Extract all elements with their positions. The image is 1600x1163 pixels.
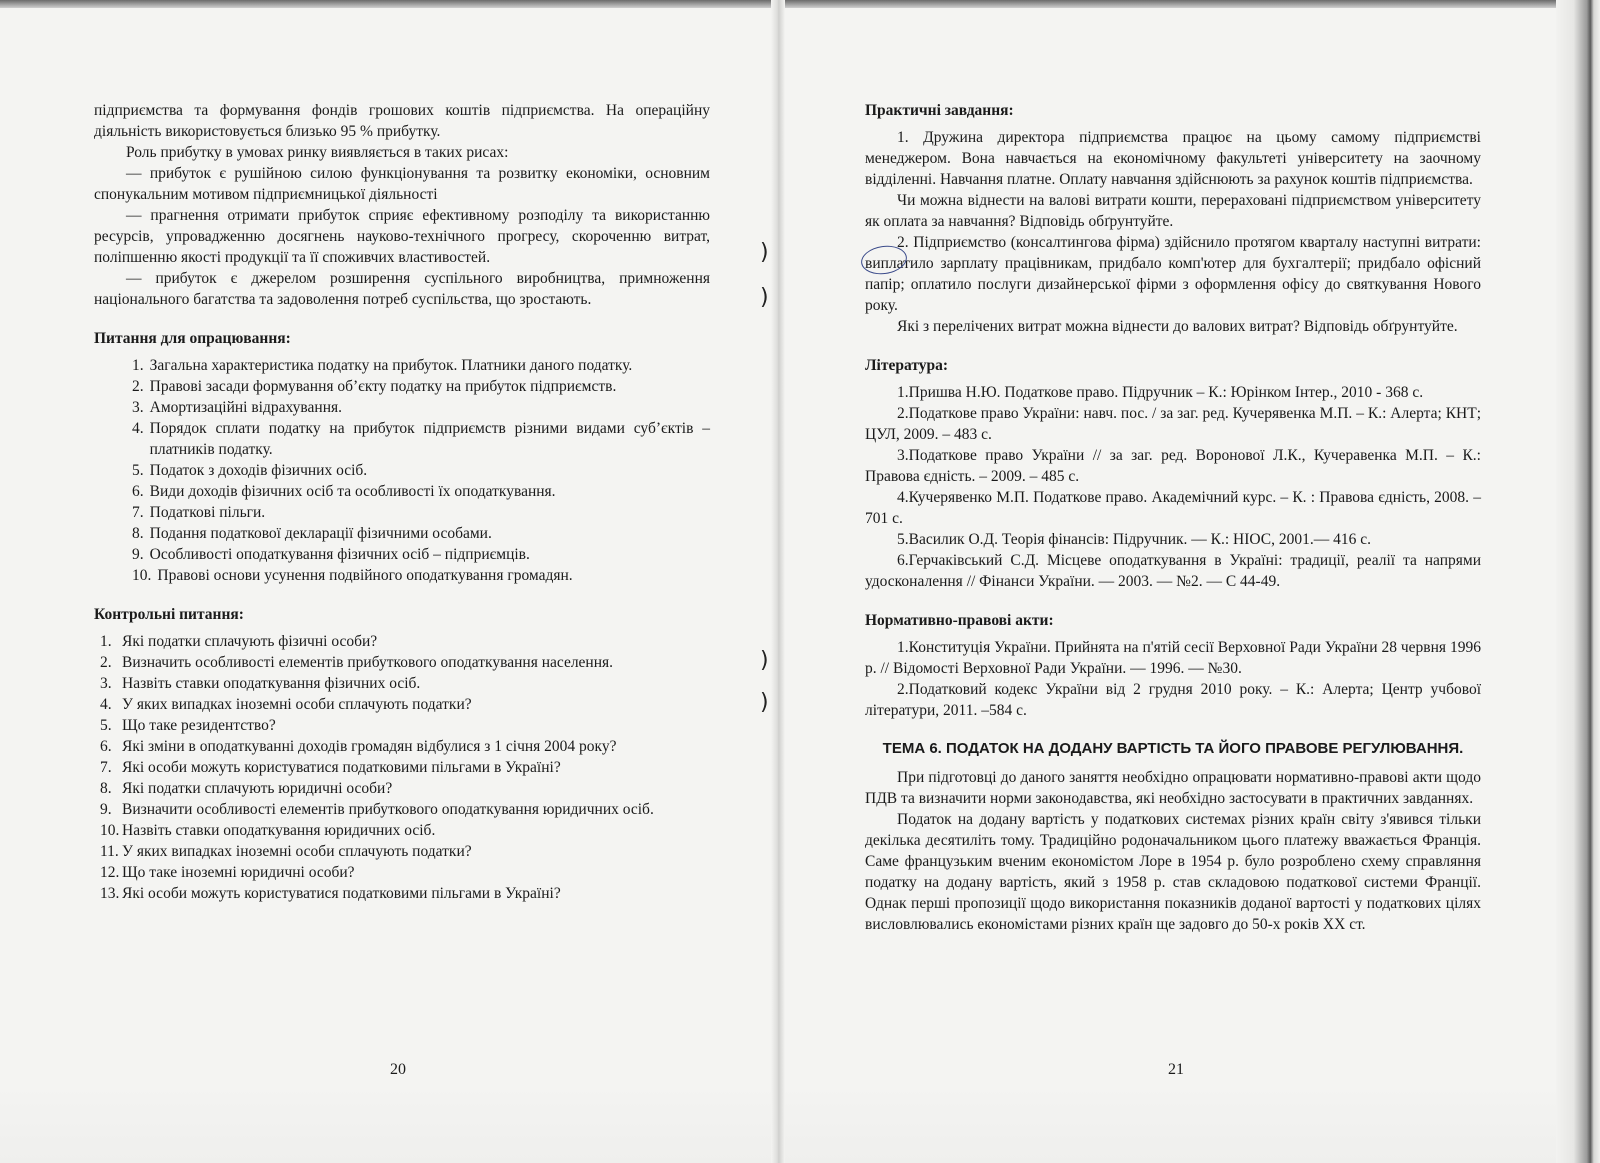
list-item <box>94 631 710 652</box>
task-paragraph: Які з перелічених витрат можна віднести до валових витрат? Відповідь обґрунтуйте. <box>897 318 1458 335</box>
list-item <box>94 523 710 544</box>
item-text: У яких випадках іноземні особи сплачують податки? <box>122 843 472 860</box>
list-item <box>94 355 710 376</box>
item-text: Визначити особливості елементів прибуткового оподаткування юридичних осіб. <box>122 801 654 818</box>
list-item <box>94 544 710 565</box>
theme-paragraph: При підготовці до даного заняття необхідно опрацювати нормативно-правові акти щодо ПДВ та визначити норми законодавства, які необхідно застосувати в практичних завданнях. <box>865 769 1481 807</box>
item-number: 1. <box>100 633 112 650</box>
item-text: Порядок сплати податку на прибуток підприємств різними видами суб’єктів – платників податку. <box>149 420 710 458</box>
intro-paragraph: Роль прибутку в умовах ринку виявляється в таких рисах: <box>126 144 509 161</box>
item-number: 2. <box>132 378 144 395</box>
task-paragraph: 2. Підприємство (консалтингова фірма) здійснило протягом кварталу наступні витрати: виплатило зарплату працівникам, придбало комп'ютер для бухгалтерії; придбало офісний папір; оплатило послуги дизайнерської фірми з оформлення офісу до святкування Нового року. <box>865 234 1481 314</box>
item-number: 8. <box>132 525 144 542</box>
list-item <box>94 502 710 523</box>
item-number: 10. <box>100 822 120 839</box>
item-number: 1. <box>132 357 144 374</box>
item-text: Податок з доходів фізичних осіб. <box>149 462 368 479</box>
control-questions-heading: Контрольні питання: <box>94 606 244 623</box>
item-text: Види доходів фізичних осіб та особливості їх оподаткування. <box>149 483 556 500</box>
theme-paragraph: Податок на додану вартість у податкових системах різних країн світу з'явився тільки декілька десятиліть тому. Традиційно родоначальником цього платежу вважається Франція. Саме французьким вченим економістом Лоре в 1954 р. було розроблено схему справляння податку на додану вартість, який з 1958 р. став складовою податкової системи Франції. Однак перші пропозиції щодо використання показників доданої вартості у податкових цілях висловлювались економістами різних країн ще задовго до 50-х років ХХ ст. <box>865 811 1481 933</box>
literature-item: 6.Герчаківський С.Д. Місцеве оподаткування в Україні: традиції, реалії та напрями удосконалення // Фінанси України. — 2003. — №2. — С 44-49. <box>865 552 1481 590</box>
left-page <box>0 0 771 1163</box>
item-text: Назвіть ставки оподаткування фізичних осіб. <box>122 675 421 692</box>
item-text: Назвіть ставки оподаткування юридичних осіб. <box>122 822 436 839</box>
item-number: 2. <box>100 654 112 671</box>
item-number: 6. <box>132 483 144 500</box>
list-item <box>94 460 710 481</box>
task-paragraph: 1. Дружина директора підприємства працює на цьому самому підприємстві менеджером. Вона навчається на економічному факультеті університету на заочному відділенні. Навчання платне. Оплату навчання здійснюють за рахунок коштів підприємства. <box>865 129 1481 188</box>
list-item <box>94 694 710 715</box>
page-number: 21 <box>1168 1061 1184 1078</box>
legal-acts-heading: Нормативно-правові акти: <box>865 612 1054 629</box>
item-number: 9. <box>100 801 112 818</box>
item-number: 8. <box>100 780 112 797</box>
list-item <box>94 799 710 820</box>
pencil-bracket-mark: ) <box>760 240 769 265</box>
item-text: Правові основи усунення подвійного оподаткування громадян. <box>157 567 573 584</box>
literature-item: 5.Василик О.Д. Теорія фінансів: Підручник. — К.: НІОС, 2001.— 416 с. <box>897 531 1371 548</box>
item-number: 6. <box>100 738 112 755</box>
item-text: Що таке резидентство? <box>122 717 276 734</box>
item-number: 13. <box>100 885 120 902</box>
page-number: 20 <box>390 1061 406 1078</box>
list-item <box>94 841 710 862</box>
item-text: Які зміни в оподаткуванні доходів громадян відбулися з 1 січня 2004 року? <box>122 738 617 755</box>
task-paragraph: Чи можна віднести на валові витрати кошти, перераховані підприємством університету як оплата за навчання? Відповідь обґрунтуйте. <box>865 192 1481 230</box>
item-text: Подання податкової декларації фізичними особами. <box>149 525 492 542</box>
pencil-bracket-mark: ) <box>760 285 769 310</box>
pencil-bracket-mark: ) <box>760 690 769 715</box>
questions-heading: Питання для опрацювання: <box>94 330 291 347</box>
item-number: 7. <box>100 759 112 776</box>
item-number: 9. <box>132 546 144 563</box>
legal-act-item: 2.Податковий кодекс України від 2 грудня 2010 року. – К.: Алерта; Центр учбової літератури, 2011. –584 с. <box>865 681 1481 719</box>
literature-item: 1.Пришва Н.Ю. Податкове право. Підручник – К.: Юрінком Інтер., 2010 - 368 с. <box>897 384 1424 401</box>
item-text: Правові засади формування об’єкту податку на прибуток підприємств. <box>149 378 617 395</box>
item-number: 3. <box>100 675 112 692</box>
item-text: Визначить особливості елементів прибуткового оподаткування населення. <box>122 654 614 671</box>
list-item <box>94 418 710 460</box>
item-number: 11. <box>100 843 119 860</box>
literature-item: 2.Податкове право України: навч. пос. / за заг. ред. Кучерявенка М.П. – К.: Алерта; КНТ; ЦУЛ, 2009. – 483 с. <box>865 405 1481 443</box>
book-gutter <box>771 0 785 1163</box>
list-item <box>94 481 710 502</box>
item-text: Податкові пільги. <box>149 504 266 521</box>
list-item <box>94 652 710 673</box>
list-item <box>94 757 710 778</box>
item-number: 5. <box>132 462 144 479</box>
literature-item: 3.Податкове право України // за заг. ред. Воронової Л.К., Кучеравенка М.П. – К.: Правова єдність. – 2009. – 485 с. <box>865 447 1481 485</box>
literature-heading: Література: <box>865 357 949 374</box>
intro-paragraph: — прибуток є рушійною силою функціонування та розвитку економіки, основним спонукальним мотивом підприємницької діяльності <box>94 165 710 203</box>
literature-item: 4.Кучерявенко М.П. Податкове право. Академічний курс. – К. : Правова єдність, 2008. – 701 с. <box>865 489 1481 527</box>
item-text: Особливості оподаткування фізичних осіб – підприємців. <box>149 546 530 563</box>
legal-act-item: 1.Конституція України. Прийнята на п'ятій сесії Верховної Ради України 28 червня 1996 р. // Відомості Верховної Ради України. — 1996. — №30. <box>865 639 1481 677</box>
theme-title: ТЕМА 6. ПОДАТОК НА ДОДАНУ ВАРТІСТЬ ТА ЙОГО ПРАВОВЕ РЕГУЛЮВАННЯ. <box>882 740 1464 757</box>
practical-heading: Практичні завдання: <box>865 102 1014 119</box>
item-number: 7. <box>132 504 144 521</box>
item-text: Які особи можуть користуватися податковими пільгами в Україні? <box>122 885 561 902</box>
list-item <box>94 778 710 799</box>
right-page <box>785 0 1565 1163</box>
item-text: Які податки сплачують юридичні особи? <box>122 780 393 797</box>
list-item <box>94 673 710 694</box>
item-text: Які податки сплачують фізичні особи? <box>122 633 378 650</box>
item-text: У яких випадках іноземні особи сплачують податки? <box>122 696 472 713</box>
list-item <box>94 883 710 904</box>
item-number: 5. <box>100 717 112 734</box>
left-page-text <box>94 100 710 904</box>
item-number: 10. <box>132 567 152 584</box>
item-number: 3. <box>132 399 144 416</box>
control-questions-list <box>94 631 710 904</box>
list-item <box>94 397 710 418</box>
list-item <box>94 736 710 757</box>
right-page-text <box>865 100 1481 935</box>
item-number: 4. <box>132 420 144 437</box>
item-text: Загальна характеристика податку на прибуток. Платники даного податку. <box>149 357 633 374</box>
list-item <box>94 376 710 397</box>
item-text: Що таке іноземні юридичні особи? <box>122 864 355 881</box>
pencil-bracket-mark: ) <box>760 648 769 673</box>
questions-list <box>94 355 710 586</box>
list-item <box>94 862 710 883</box>
item-text: Амортизаційні відрахування. <box>149 399 343 416</box>
item-number: 4. <box>100 696 112 713</box>
item-text: Які особи можуть користуватися податковими пільгами в Україні? <box>122 759 561 776</box>
list-item <box>94 565 710 586</box>
item-number: 12. <box>100 864 120 881</box>
list-item <box>94 715 710 736</box>
list-item <box>94 820 710 841</box>
intro-paragraph: підприємства та формування фондів грошових коштів підприємства. На операційну діяльність використовується близько 95 % прибутку. <box>94 102 710 140</box>
intro-paragraph: — прибуток є джерелом розширення суспільного виробництва, примноження національного багатства та задоволення потреб суспільства, що зростають. <box>94 270 710 308</box>
intro-paragraph: — прагнення отримати прибуток сприяє ефективному розподілу та використанню ресурсів, упровадженню досягнень науково-технічного прогресу, скороченню витрат, поліпшенню якості продукції та її споживчих властивостей. <box>94 207 710 266</box>
